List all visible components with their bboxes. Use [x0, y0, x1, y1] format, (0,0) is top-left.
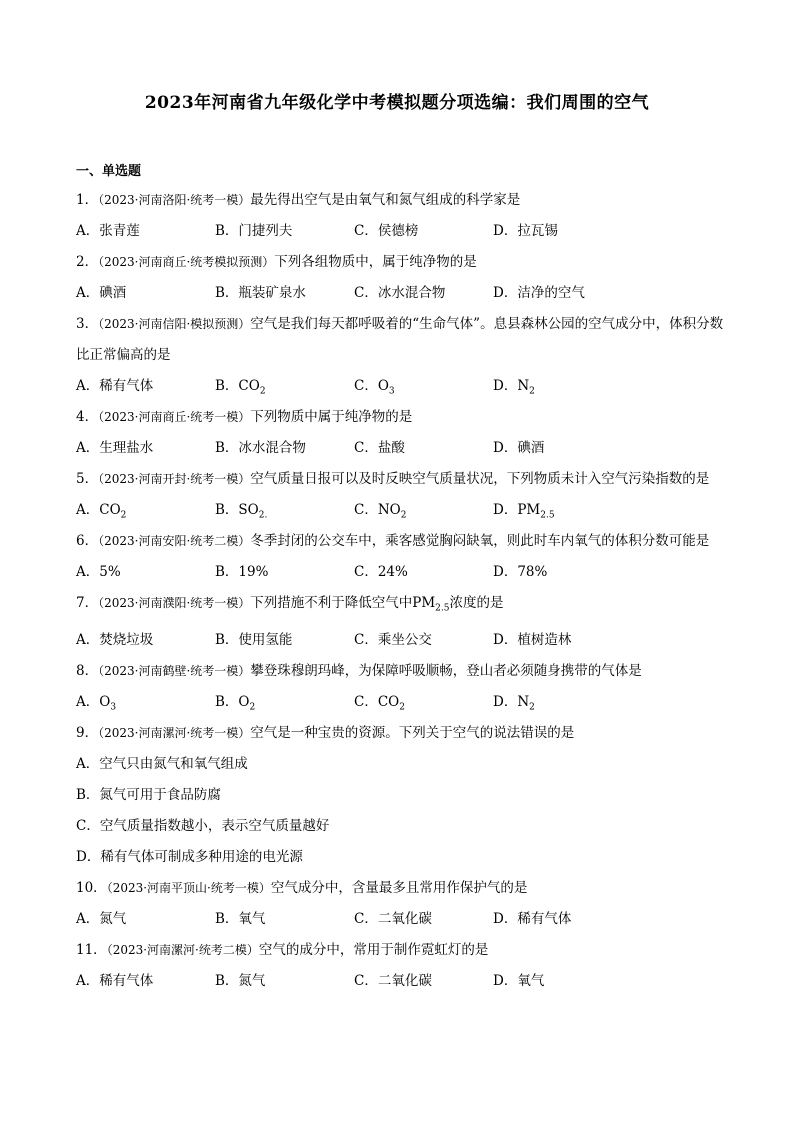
option-text: 氮气可用于食品防腐: [99, 786, 221, 803]
question-number: 5．: [76, 471, 99, 487]
answer-option: [76, 749, 736, 780]
answer-option: [493, 216, 632, 247]
question-stem: [76, 464, 736, 495]
option-text: 碘酒: [517, 440, 545, 456]
question-text: 下列各组物质中，属于纯净物的是: [274, 254, 477, 270]
answer-option: [215, 216, 354, 247]
option-letter: C．: [354, 564, 378, 580]
option-letter: D．: [493, 502, 518, 518]
answer-options: [76, 216, 736, 247]
option-letter: A．: [76, 440, 100, 456]
answer-option: [354, 278, 493, 309]
option-letter: C．: [354, 285, 378, 301]
option-letter: C．: [76, 817, 100, 834]
question-item: [76, 402, 736, 464]
question-stem: [76, 309, 736, 371]
option-letter: C．: [354, 910, 378, 927]
answer-option: [76, 904, 215, 935]
answer-options: [76, 904, 736, 935]
option-text: 洁净的空气: [517, 285, 585, 301]
option-text: 二氧化碳: [377, 972, 432, 989]
question-source: （2023·河南洛阳·统考一模）: [98, 193, 251, 207]
option-letter: D．: [493, 378, 518, 394]
option-text: 冰水混合物: [238, 440, 306, 456]
question-number: 3．: [76, 316, 99, 332]
option-subscript: 2: [400, 510, 407, 521]
answer-option: [215, 625, 354, 656]
answer-option: [493, 625, 632, 656]
answer-option: [215, 433, 354, 464]
answer-option: [76, 433, 215, 464]
question-number: 1．: [76, 192, 99, 208]
option-letter: B．: [215, 693, 239, 710]
answer-option: [493, 966, 632, 997]
question-stem: [76, 935, 736, 966]
option-text: NO: [377, 502, 401, 518]
option-subscript: 2.5: [540, 510, 555, 521]
option-letter: B．: [215, 564, 239, 580]
option-letter: A．: [76, 972, 100, 989]
question-item: [76, 185, 736, 247]
option-text: O: [99, 693, 111, 710]
option-letter: D．: [493, 440, 518, 456]
answer-option: [215, 904, 354, 935]
answer-option: [76, 278, 215, 309]
question-source: （2023·河南鹤壁·统考一模）: [98, 663, 251, 678]
option-subscript: 3: [388, 386, 395, 397]
option-letter: A．: [76, 223, 100, 239]
option-text: 植树造林: [517, 631, 572, 648]
question-item: [76, 526, 736, 588]
question-number: 9．: [76, 724, 99, 741]
option-letter: A．: [76, 755, 100, 772]
question-text-tail: 浓度的是: [449, 595, 504, 611]
question-number: 2．: [76, 254, 99, 270]
question-source: （2023·河南漯河·统考二模）: [106, 942, 259, 957]
question-source: （2023·河南安阳·统考二模）: [98, 534, 251, 548]
question-text: 冬季封闭的公交车中，乘客感觉胸闷缺氧，则此时车内氧气的体积分数可能是: [250, 533, 710, 549]
section-heading: 一、单选题: [76, 164, 142, 179]
question-item: [76, 464, 736, 526]
answer-option: [76, 780, 736, 811]
option-text: 稀有气体: [99, 972, 154, 989]
answer-option: [354, 625, 493, 656]
question-text: 空气是我们每天都呼吸着的“生命气体”。息县森林公园的空气成分中，体积分数比正常偏高的是: [76, 316, 724, 363]
answer-option: [354, 687, 493, 718]
option-text: 氮气: [99, 910, 127, 927]
answer-option: [215, 278, 354, 309]
question-item: [76, 588, 736, 656]
option-text: 生理盐水: [99, 440, 154, 456]
option-letter: B．: [215, 502, 239, 518]
question-text: 攀登珠穆朗玛峰，为保障呼吸顺畅，登山者必须随身携带的气体是: [250, 662, 642, 679]
option-letter: B．: [215, 631, 239, 648]
option-letter: C．: [354, 440, 378, 456]
question-number: 10．: [76, 879, 107, 896]
option-text: 稀有气体: [517, 910, 572, 927]
question-stem: [76, 247, 736, 278]
answer-options: [76, 371, 736, 402]
question-text: 下列措施不利于降低空气中PM: [250, 595, 436, 611]
answer-option: [215, 557, 354, 588]
question-source: （2023·河南商丘·统考模拟预测）: [98, 255, 275, 269]
question-stem: [76, 185, 736, 216]
option-letter: D．: [493, 972, 518, 989]
option-text: 盐酸: [377, 440, 405, 456]
question-source: （2023·河南平顶山·统考一模）: [106, 880, 271, 895]
answer-option: [354, 433, 493, 464]
question-stem: [76, 588, 736, 625]
option-letter: A．: [76, 502, 100, 518]
question-text: 空气质量日报可以及时反映空气质量状况，下列物质未计入空气污染指数的是: [250, 471, 710, 487]
option-text: 24%: [377, 564, 408, 580]
option-text: 侯德榜: [377, 223, 419, 239]
answer-option: [76, 495, 215, 526]
question-text: 空气是一种宝贵的资源。下列关于空气的说法错误的是: [250, 724, 575, 741]
option-text: CO: [238, 378, 260, 394]
option-letter: A．: [76, 910, 100, 927]
question-item: [76, 309, 736, 402]
option-letter: D．: [493, 693, 518, 710]
option-letter: A．: [76, 378, 100, 394]
option-letter: B．: [215, 223, 239, 239]
answer-option: [354, 557, 493, 588]
question-text: 最先得出空气是由氧气和氮气组成的科学家是: [250, 192, 521, 208]
option-letter: D．: [493, 223, 518, 239]
answer-option: [76, 625, 215, 656]
answer-option: [493, 904, 632, 935]
option-letter: D．: [493, 910, 518, 927]
answer-options: [76, 966, 736, 997]
question-number: 11．: [76, 941, 107, 958]
option-text: 氧气: [238, 910, 266, 927]
question-stem: [76, 718, 736, 749]
option-text: 78%: [517, 564, 548, 580]
option-subscript: 2: [259, 386, 266, 397]
document-title: 2023年河南省九年级化学中考模拟题分项选编：我们周围的空气: [144, 93, 650, 113]
option-text: 碘酒: [99, 285, 127, 301]
answer-option: [76, 557, 215, 588]
question-text: 空气成分中，含量最多且常用作保护气的是: [270, 879, 528, 896]
answer-option: [354, 495, 493, 526]
option-text: SO: [238, 502, 259, 518]
answer-option: [354, 371, 493, 402]
option-text: 张青莲: [99, 223, 140, 239]
option-text: N: [517, 693, 530, 710]
question-source: （2023·河南漯河·统考一模）: [98, 725, 251, 740]
answer-option: [354, 904, 493, 935]
answer-option: [76, 687, 215, 718]
answer-option: [354, 966, 493, 997]
answer-option: [354, 216, 493, 247]
option-text: 乘坐公交: [377, 631, 432, 648]
answer-option: [76, 966, 215, 997]
option-letter: A．: [76, 564, 100, 580]
answer-options: [76, 687, 736, 718]
answer-options: [76, 278, 736, 309]
option-text: 5%: [99, 564, 121, 580]
question-number: 6．: [76, 533, 99, 549]
question-source: （2023·河南信阳·模拟预测）: [98, 317, 251, 331]
question-item: [76, 935, 736, 997]
option-text: 稀有气体: [99, 378, 154, 394]
question-text: 下列物质中属于纯净物的是: [250, 409, 413, 425]
option-letter: B．: [76, 786, 100, 803]
option-letter: B．: [215, 910, 239, 927]
question-item: [76, 656, 736, 718]
question-number: 4．: [76, 409, 99, 425]
question-list: [76, 185, 736, 997]
option-letter: C．: [354, 972, 378, 989]
option-text: 瓶装矿泉水: [238, 285, 306, 301]
answer-options: [76, 557, 736, 588]
question-stem: [76, 526, 736, 557]
option-letter: C．: [354, 378, 378, 394]
option-letter: A．: [76, 693, 100, 710]
question-source: （2023·河南开封·统考一模）: [98, 472, 251, 486]
option-text: 冰水混合物: [377, 285, 446, 301]
option-letter: B．: [215, 378, 239, 394]
question-subscript: 2.5: [435, 603, 450, 614]
option-letter: B．: [215, 285, 239, 301]
question-source: （2023·河南商丘·统考一模）: [98, 410, 251, 424]
option-text: 氧气: [517, 972, 545, 989]
answer-options: [76, 433, 736, 464]
answer-option: [215, 966, 354, 997]
option-letter: C．: [354, 223, 378, 239]
option-letter: D．: [493, 285, 518, 301]
option-text: 焚烧垃圾: [99, 631, 154, 648]
answer-option: [215, 687, 354, 718]
option-subscript: 2: [120, 510, 127, 521]
option-letter: B．: [215, 440, 239, 456]
option-letter: D．: [493, 564, 518, 580]
option-subscript: 2: [529, 702, 535, 713]
option-letter: D．: [76, 848, 101, 865]
option-text: N: [517, 378, 530, 394]
question-stem: [76, 656, 736, 687]
answer-option: [215, 495, 354, 526]
question-number: 8．: [76, 662, 99, 679]
answer-option: [76, 371, 215, 402]
option-text: O: [377, 378, 389, 394]
option-text: 使用氢能: [238, 631, 293, 648]
option-letter: D．: [493, 631, 518, 648]
answer-option: [76, 811, 736, 842]
question-number: 7．: [76, 595, 99, 611]
option-subscript: 2: [529, 386, 535, 397]
question-text: 空气的成分中，常用于制作霓虹灯的是: [258, 941, 489, 958]
option-text: O: [238, 693, 250, 710]
option-text: 拉瓦锡: [517, 223, 558, 239]
option-text: 稀有气体可制成多种用途的电光源: [100, 848, 303, 865]
answer-option: [76, 216, 215, 247]
option-text: 19%: [238, 564, 269, 580]
option-letter: B．: [215, 972, 239, 989]
option-text: 二氧化碳: [377, 910, 432, 927]
option-letter: A．: [76, 631, 100, 648]
question-item: [76, 718, 736, 873]
answer-option: [493, 495, 632, 526]
answer-option: [493, 557, 632, 588]
answer-options: [76, 495, 736, 526]
option-text: CO: [99, 502, 121, 518]
option-letter: C．: [354, 502, 378, 518]
question-item: [76, 873, 736, 935]
option-letter: A．: [76, 285, 100, 301]
option-text: 空气只由氮气和氧气组成: [99, 755, 248, 772]
answer-option: [493, 371, 632, 402]
option-text: 氮气: [238, 972, 266, 989]
question-stem: [76, 873, 736, 904]
answer-option: [215, 371, 354, 402]
answer-options: [76, 625, 736, 656]
answer-option: [493, 278, 632, 309]
question-source: （2023·河南濮阳·统考一模）: [98, 596, 251, 610]
answer-option: [76, 842, 736, 873]
option-text: 空气质量指数越小，表示空气质量越好: [99, 817, 330, 834]
option-subscript: 2: [399, 702, 405, 713]
option-text: CO: [377, 693, 400, 710]
question-item: [76, 247, 736, 309]
option-text: 门捷列夫: [238, 223, 293, 239]
option-subscript: 2.: [258, 510, 268, 521]
answer-option: [493, 433, 632, 464]
option-text: PM: [517, 502, 541, 518]
option-subscript: 2: [249, 702, 256, 713]
option-subscript: 3: [110, 702, 117, 713]
question-stem: [76, 402, 736, 433]
option-letter: C．: [354, 631, 378, 648]
answer-option: [493, 687, 632, 718]
option-letter: C．: [354, 693, 378, 710]
